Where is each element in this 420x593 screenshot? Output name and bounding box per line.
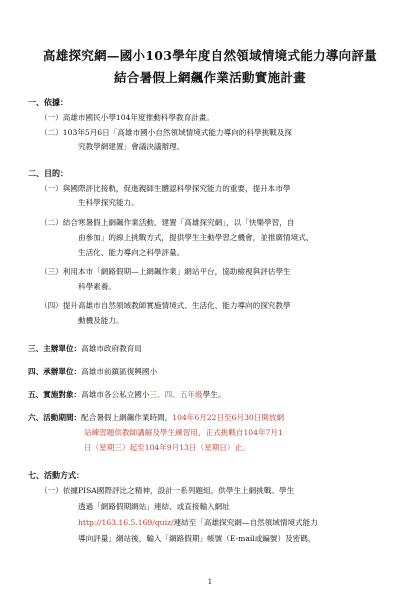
section-6-period-1: 104年6月22日至6月30日開放網	[172, 413, 285, 422]
section-2-item-1-cont: 生科學探究能力。	[78, 198, 139, 207]
section-2-item-3: （三）利用本市「網路假期—上網飆作業」網站平台，協助檢視與評估學生	[40, 267, 291, 276]
section-5-text-end: 學生。	[202, 390, 226, 399]
section-2-item-2: （二）結合寒暑假上網飆作業活動，建置「高雄探究網」，以「快樂學習，自	[40, 218, 295, 227]
section-3-heading: 三、主辦單位：	[28, 344, 82, 353]
section-2-item-4: （四）提升高雄市自然領域教師實施情境式、生活化、能力導向的探究教學	[40, 301, 291, 310]
section-2-item-4-cont: 動機及能力。	[78, 316, 124, 325]
section-7-item-1-cont2-text: 連結至「高雄探究網—自然領域情境式能力	[173, 518, 318, 527]
section-7-item-1: （一）依據PISA國際評比之精神，設計一系列題組，供學生上網挑戰。學生	[40, 486, 295, 495]
section-6-heading: 六、活動期間：	[28, 413, 82, 422]
section-3-text: 高雄市政府教育局	[81, 344, 142, 353]
page-number: 1	[207, 578, 213, 586]
section-6-period-3: 日（星期三）起至104年9月13日（星期日）止。	[84, 443, 250, 452]
doc-title-line1: 高雄探究網—國小103學年度自然領域情境式能力導向評量	[42, 48, 378, 63]
section-1-item-1: （一）高雄市國民小學104年度推動科學教育計畫。	[40, 113, 214, 122]
section-2-heading: 二、目的：	[28, 168, 68, 178]
doc-title-line2: 結合暑假上網飆作業活動實施計畫	[113, 70, 306, 85]
section-2-item-2-cont2: 生活化、能力導向之科學評量。	[78, 248, 185, 257]
section-1-heading: 一、依據：	[28, 97, 68, 107]
section-2-item-1: （一）與國際評比接軌，促進親師生體認科學探究能力的重要，提升本市學	[40, 184, 291, 193]
section-2-item-2-cont1: 由參加」的線上挑戰方式，提供學生主動學習之機會，並推廣情境式、	[78, 233, 314, 242]
section-3	[28, 344, 142, 354]
section-6-text: 配合暑假上網飆作業時間，	[81, 413, 173, 422]
quiz-url-link[interactable]: http://163.16.5.169/quiz/	[78, 518, 174, 527]
section-6-period-2: 站練習題供教師講解及學生練習用，正式挑戰自104年7月1	[84, 428, 283, 437]
section-7-heading: 七、活動方式：	[28, 470, 84, 480]
section-6	[28, 413, 284, 423]
section-7-item-1-cont3: 導向評量」網站後，輸入「網路假期」帳號（E-mail或編號）及密碼，	[78, 534, 316, 543]
section-4-heading: 四、承辦單位：	[28, 367, 82, 376]
section-7-item-1-cont1: 透過「網路假期網站」連結、或直接輸入網址	[78, 502, 230, 511]
section-7-item-1-cont2	[78, 518, 318, 528]
section-4	[28, 367, 157, 377]
section-2-item-3-cont: 科學素養。	[78, 282, 116, 291]
section-1-item-2-cont: 究教學網建置」會議決議辦理。	[78, 142, 185, 151]
section-5-grades: 三、四、五年級	[149, 390, 203, 399]
section-5	[28, 390, 225, 400]
section-5-heading: 五、實施對象：	[28, 390, 82, 399]
section-1-item-2: （二）103年5月6日「高雄市國小自然領域情境式能力導向的科學挑戰及探	[40, 128, 292, 137]
section-5-text: 高雄市各公私立國小	[81, 390, 150, 399]
section-4-text: 高雄市前鎮區復興國小	[81, 367, 158, 376]
